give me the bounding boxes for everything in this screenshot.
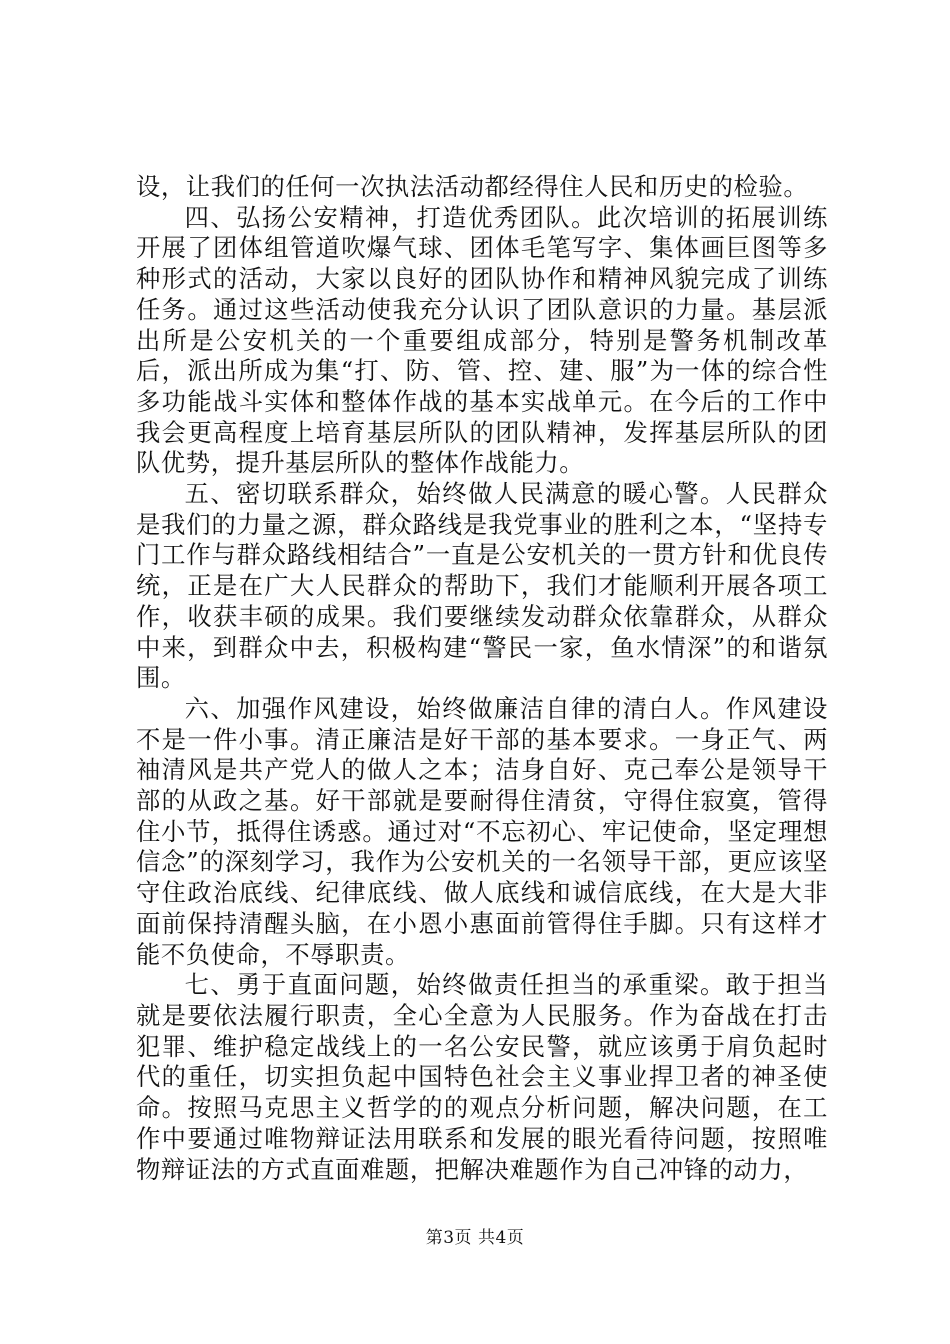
paragraph-mass-line: 五、密切联系群众，始终做人民满意的暖心警。人民群众是我们的力量之源，群众路线是我党事业的胜利之本，“坚持专门工作与群众路线相结合”一直是公安机关的一贯方针和优良传统，正是在广大人民群众的帮助下，我们才能顺利开展各项工作，收获丰硕的成果。我们要继续发动群众依靠群众，从群众中来，到群众中去，积极构建“警民一家，鱼水情深”的和谐氛围。 (136, 479, 828, 693)
paragraph-team-spirit: 四、弘扬公安精神，打造优秀团队。此次培训的拓展训练开展了团体组管道吹爆气球、团体毛笔写字、集体画巨图等多种形式的活动，大家以良好的团队协作和精神风貌完成了训练任务。通过这些活动使我充分认识了团队意识的力量。基层派出所是公安机关的一个重要组成部分，特别是警务机制改革后，派出所成为集“打、防、管、控、建、服”为一体的综合性多功能战斗实体和整体作战的基本实战单元。在今后的工作中我会更高程度上培育基层所队的团队精神，发挥基层所队的团队优势，提升基层所队的整体作战能力。 (136, 202, 828, 478)
paragraph-continuation: 设，让我们的任何一次执法活动都经得住人民和历史的检验。 (136, 172, 809, 201)
paragraph-responsibility: 七、勇于直面问题，始终做责任担当的承重梁。敢于担当就是要依法履行职责，全心全意为人民服务。作为奋战在打击犯罪、维护稳定战线上的一名公安民警，就应该勇于肩负起时代的重任，切实担负起中国特色社会主义事业捍卫者的神圣使命。按照马克思主义哲学的的观点分析问题，解决问题，在工作中要通过唯物辩证法用联系和发展的眼光看待问题，按照唯物辩证法的方式直面难题，把解决难题作为自己冲锋的动力， (136, 970, 828, 1184)
page-number-footer: 第3页 共4页 (425, 1228, 525, 1248)
paragraph-work-style: 六、加强作风建设，始终做廉洁自律的清白人。作风建设不是一件小事。清正廉洁是好干部的基本要求。一身正气、两袖清风是共产党人的做人之本；洁身自好、克己奉公是领导干部的从政之基。好干部就是要耐得住清贫，守得住寂寞，管得住小节，抵得住诱惑。通过对“不忘初心、牢记使命，坚定理想信念”的深刻学习，我作为公安机关的一名领导干部，更应该坚守住政治底线、纪律底线、做人底线和诚信底线，在大是大非面前保持清醒头脑，在小恩小惠面前管得住手脚。只有这样才能不负使命，不辱职责。 (136, 693, 828, 969)
document-body (136, 172, 828, 1185)
